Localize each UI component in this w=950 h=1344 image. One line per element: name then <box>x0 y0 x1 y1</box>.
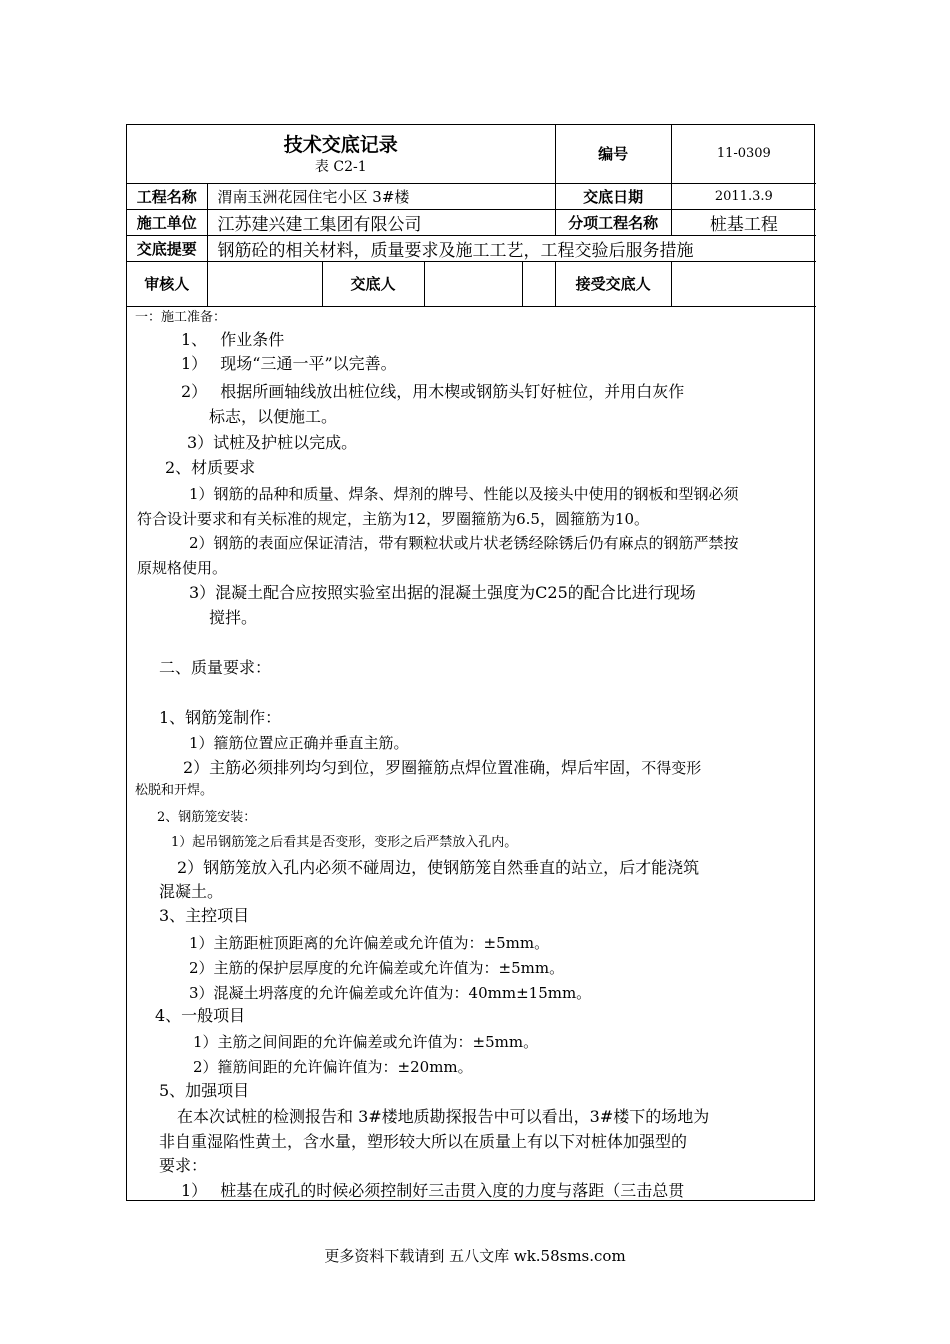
body-line: 原规格使用。 <box>137 559 228 577</box>
body-line: 一：施工准备： <box>135 310 227 325</box>
page-title: 技术交底记录 <box>283 133 398 156</box>
summary-label: 交底提要 <box>127 235 207 261</box>
body-line: 5、加强项目 <box>159 1081 250 1100</box>
body-line: 2、材质要求 <box>165 458 256 477</box>
receiver-label: 接受交底人 <box>555 261 671 306</box>
body-line: 搅拌。 <box>209 608 258 627</box>
number-value: 11-0309 <box>671 125 816 183</box>
record-sheet <box>126 124 815 1201</box>
body-line: 2）主筋的保护层厚度的允许偏差或允许值为：±5mm。 <box>189 959 565 977</box>
presenter-label: 交底人 <box>322 261 424 306</box>
body-content <box>127 307 814 1200</box>
body-line: 4、一般项目 <box>155 1006 246 1025</box>
body-line: 1）箍筋位置应正确并垂直主筋。 <box>189 734 409 752</box>
body-line: 2、钢筋笼安装： <box>157 810 257 825</box>
body-line: 2）箍筋间距的允许偏许值为：±20mm。 <box>193 1058 473 1076</box>
body-line: 2）钢筋的表面应保证清洁，带有颗粒状或片状老锈经除锈后仍有麻点的钢筋严禁按 <box>189 534 739 552</box>
presenter-value <box>424 261 522 306</box>
form-number: 表 C2-1 <box>314 158 367 175</box>
unit-value: 江苏建兴建工集团有限公司 <box>207 209 555 235</box>
date-label: 交底日期 <box>555 183 671 209</box>
body-line: 1） 桩基在成孔的时候必须控制好三击贯入度的力度与落距（三击总贯 <box>181 1181 685 1200</box>
date-value: 2011.3.9 <box>671 183 816 209</box>
number-label: 编号 <box>555 125 671 183</box>
body-line: 符合设计要求和有关标准的规定，主筋为12，罗圈箍筋为6.5，圆箍筋为10。 <box>137 510 650 528</box>
spacer-cell <box>522 261 555 306</box>
header-table <box>127 125 816 307</box>
body-line-part: 不得变形 <box>641 759 702 777</box>
body-line: 1、 作业条件 <box>181 330 285 349</box>
body-line: 松脱和开焊。 <box>135 783 214 798</box>
project-label: 工程名称 <box>127 183 207 209</box>
body-line: 1） 现场“三通一平”以完善。 <box>181 354 397 373</box>
unit-label: 施工单位 <box>127 209 207 235</box>
receiver-value <box>671 261 816 306</box>
body-line-part: 2）主筋必须排列均匀到位，罗圈箍筋点焊位置准确，焊后牢固， <box>183 758 642 777</box>
body-line: 3、主控项目 <box>159 906 250 925</box>
subproject-label: 分项工程名称 <box>555 209 671 235</box>
body-line: 1、钢筋笼制作： <box>159 708 282 727</box>
body-line: 在本次试桩的检测报告和 3#楼地质勘探报告中可以看出，3#楼下的场地为 <box>177 1107 710 1126</box>
body-line: 2）钢筋笼放入孔内必须不碰周边，使钢筋笼自然垂直的站立，后才能浇筑 <box>177 858 700 877</box>
body-line: 2） 根据所画轴线放出桩位线，用木楔或钢筋头钉好桩位，并用白灰作 <box>181 382 685 401</box>
body-line: 1）起吊钢筋笼之后看其是否变形，变形之后严禁放入孔内。 <box>171 835 518 850</box>
body-line: 混凝土。 <box>159 882 224 901</box>
footer-text: 更多资料下载请到 五八文库 wk.58sms.com <box>324 1247 626 1265</box>
body-line: 二、质量要求： <box>159 658 272 677</box>
body-line <box>183 757 701 779</box>
summary-value: 钢筋砼的相关材料，质量要求及施工工艺，工程交验后服务措施 <box>207 235 816 261</box>
body-line: 3）混凝土坍落度的允许偏差或允许值为：40mm±15mm。 <box>189 984 592 1002</box>
body-line: 要求： <box>159 1156 208 1175</box>
title-cell <box>127 125 555 183</box>
body-line: 3）混凝土配合应按照实验室出据的混凝土强度为C25的配合比进行现场 <box>189 583 696 602</box>
body-line: 1）主筋之间间距的允许偏差或允许值为：±5mm。 <box>193 1033 539 1051</box>
body-line: 非自重湿陷性黄土，含水量，塑形较大所以在质量上有以下对桩体加强型的 <box>159 1132 688 1151</box>
reviewer-value <box>207 261 322 306</box>
body-line: 1）主筋距桩顶距离的允许偏差或允许值为：±5mm。 <box>189 934 550 952</box>
body-line: 1）钢筋的品种和质量、焊条、焊剂的牌号、性能以及接头中使用的钢板和型钢必须 <box>189 485 739 503</box>
project-value: 渭南玉洲花园住宅小区 3#楼 <box>207 183 555 209</box>
body-line: 3）试桩及护桩以完成。 <box>187 433 358 452</box>
reviewer-label: 审核人 <box>127 261 207 306</box>
body-line: 标志，以便施工。 <box>209 407 338 426</box>
subproject-value: 桩基工程 <box>671 209 816 235</box>
